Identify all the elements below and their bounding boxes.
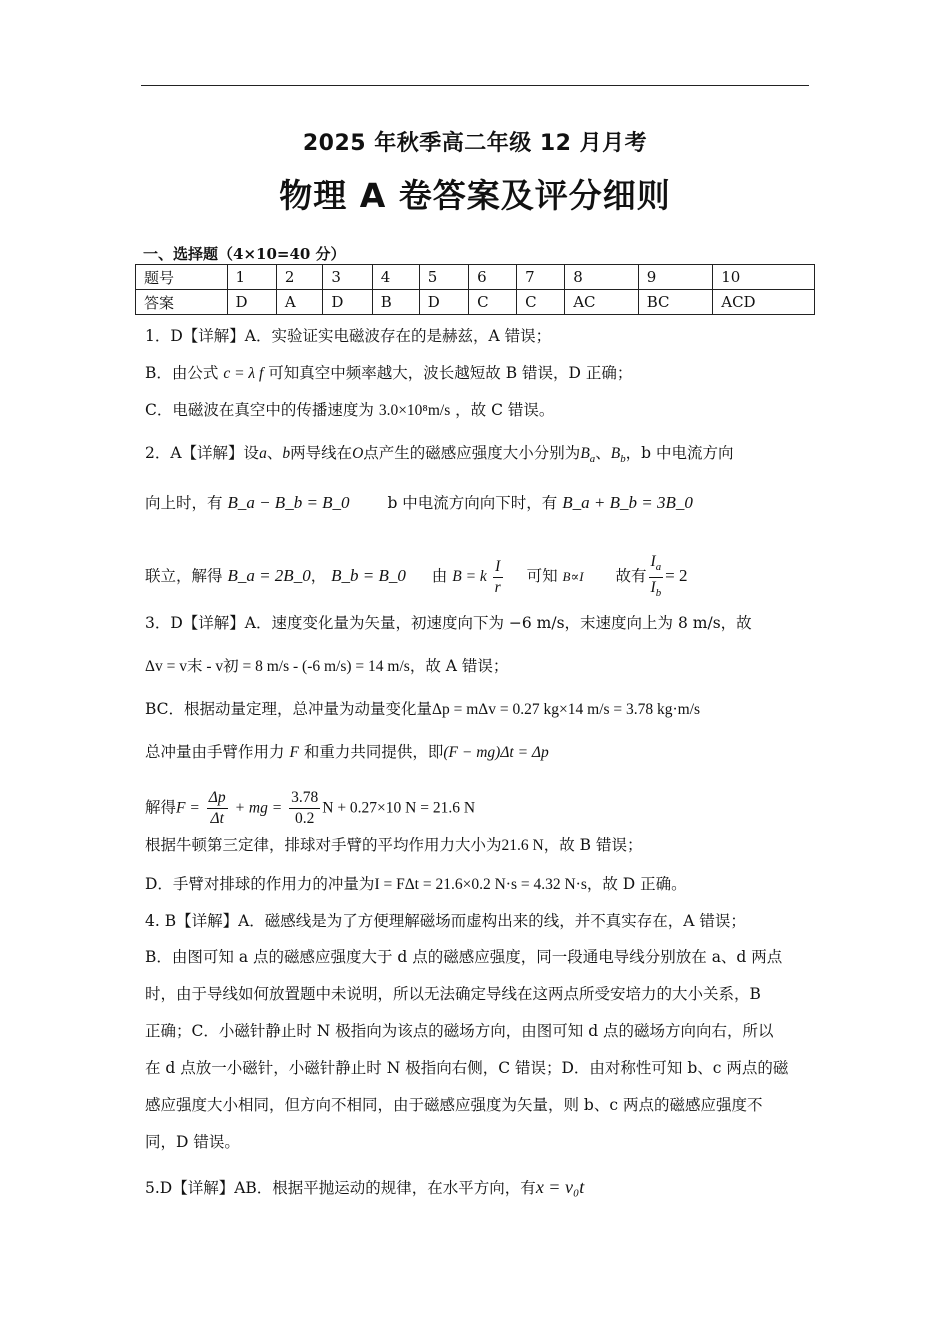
q2-text: 2．A【详解】设 — [145, 444, 260, 462]
q5-text: 5.D【详解】AB．根据平抛运动的规律，在水平方向，有 — [145, 1179, 536, 1197]
fraction-denominator: Δt — [210, 810, 224, 827]
q1-formula: c = λ f — [223, 365, 264, 382]
row-header-label: 题号 — [136, 265, 228, 290]
fraction-numerator: Δp — [207, 788, 228, 809]
q4-line2: B．由图可知 a 点的磁感应强度大于 d 点的磁感应强度，同一段通电导线分别放在 a、d 两点 — [145, 948, 783, 966]
q3-line5 — [145, 788, 475, 829]
fraction-denominator: 0.2 — [295, 810, 315, 827]
q4-line7: 同，D 错误。 — [145, 1133, 240, 1151]
q1-line1: 1．D【详解】A．实验证实电磁波存在的是赫兹，A 错误； — [145, 327, 552, 345]
q3-delta-v: Δv = v末 - v初 = 8 m/s - (-6 m/s) = 14 m/s — [145, 658, 410, 675]
q2-bb-symbol: B — [610, 445, 621, 462]
fraction — [289, 788, 320, 829]
q1-line2-post: 可知真空中频率越大，波长越短故 B 错误，D 正确； — [268, 364, 633, 382]
q2-result-bb: B_b = B_0 — [331, 566, 406, 586]
q2-ratio-value: = 2 — [665, 566, 688, 586]
fraction — [207, 788, 228, 829]
q3-line3 — [145, 698, 700, 721]
q2-var-b: b — [282, 445, 291, 462]
q2-line3 — [145, 552, 687, 603]
q3-text: ，故 B 错误； — [543, 836, 643, 854]
q4-line1: 4. B【详解】A．磁感线是为了方便理解磁场而虚构出来的线，并不真实存在，A 错误； — [145, 912, 746, 930]
q2-text: 由 — [431, 567, 448, 586]
fraction-numerator: 3.78 — [289, 788, 320, 809]
q2-text: 向上时，有 — [145, 494, 223, 512]
table-cell: BC — [638, 290, 713, 315]
q3-line7 — [145, 873, 687, 896]
q2-text: ，b 中电流方向 — [625, 444, 734, 462]
q3-line2 — [145, 655, 508, 678]
table-cell: C — [517, 290, 565, 315]
q2-var-a: a — [259, 445, 267, 462]
q2-text: 两导线在 — [290, 444, 353, 462]
q3-text: 根据牛顿第三定律，排球对手臂的平均作用力大小为 — [145, 836, 502, 854]
section-heading: 一、选择题（4×10=40 分） — [143, 245, 346, 263]
table-cell: 9 — [638, 265, 713, 290]
q3-mg: + mg = — [234, 799, 283, 817]
table-row-numbers — [136, 265, 815, 290]
q2-text: 点产生的磁感应强度大小分别为 — [363, 444, 581, 462]
q2-result-ba: B_a = 2B_0 — [227, 566, 311, 586]
q2-line1 — [145, 442, 733, 470]
q2-formula-bkir: B = k $\frac{I}{r}$ — [452, 558, 501, 597]
q3-result: N + 0.27×10 N = 21.6 N — [322, 799, 476, 817]
q3-impulse-eq: Δp = mΔv = 0.27 kg×14 m/s = 3.78 kg·m/s — [432, 701, 701, 718]
table-cell: C — [469, 290, 517, 315]
q3-text: 总冲量由手臂作用力 — [145, 743, 285, 761]
q2-line2 — [145, 492, 693, 514]
table-cell: 6 — [469, 265, 517, 290]
q3-line1: 3．D【详解】A．速度变化量为矢量，初速度向下为 −6 m/s，末速度向上为 8 m/s，故 — [145, 614, 752, 632]
q5-line1 — [145, 1176, 584, 1199]
q2-ba: $B_a$ — [580, 445, 596, 466]
q2-text: 、 — [266, 444, 283, 462]
table-cell: 8 — [565, 265, 638, 290]
q3-text: ，故 A 错误； — [409, 657, 509, 675]
q1-line3-pre: C．电磁波在真空中的传播速度为 — [145, 401, 374, 419]
table-cell: 2 — [276, 265, 323, 290]
q1-line3-post: ，故 C 错误。 — [455, 401, 555, 419]
q3-text: BC．根据动量定理，总冲量为动量变化量 — [145, 700, 433, 718]
table-cell: 5 — [419, 265, 468, 290]
table-row-answers — [136, 290, 815, 315]
fraction: $\frac{I}{r}$ — [494, 558, 501, 597]
exam-title: 2025 年秋季高二年级 12 月月考 — [302, 131, 648, 156]
q2-ratio — [647, 553, 666, 600]
q3-text: 解得 — [145, 798, 177, 817]
q1-speed-value: 3.0×10⁸m/s — [378, 402, 451, 419]
table-cell: 1 — [227, 265, 276, 290]
table-cell: A — [276, 290, 323, 315]
table-cell: 7 — [517, 265, 565, 290]
q4-line4: 正确；C．小磁针静止时 N 极指向为该点的磁场方向，由图可知 d 点的磁场方向向右，所以 — [145, 1022, 774, 1040]
q3-var-f: F = — [176, 799, 200, 817]
q3-text: D．手臂对排球的作用力的冲量为 — [145, 875, 375, 893]
q3-text: 和重力共同提供，即 — [303, 743, 444, 761]
q2-equation-1: B_a − B_b = B_0 — [227, 493, 350, 512]
q2-text: 联立，解得 — [145, 567, 223, 586]
q2-text: 可知 — [526, 567, 558, 586]
table-cell: ACD — [713, 290, 815, 315]
document-title: 物理 A 卷答案及评分细则 — [279, 176, 671, 215]
q1-line2 — [145, 362, 632, 385]
table-cell: 4 — [372, 265, 419, 290]
table-cell: B — [372, 290, 419, 315]
q2-equation-2: B_a + B_b = 3B_0 — [562, 493, 693, 512]
table-cell: 3 — [323, 265, 372, 290]
answer-table — [135, 264, 815, 315]
q2-var-o: O — [352, 445, 364, 462]
q4-line6: 感应强度大小相同，但方向不相同，由于磁感应强度为矢量，则 b、c 两点的磁感应强度不 — [145, 1096, 763, 1114]
q2-text: 、 — [595, 444, 611, 462]
header-rule — [141, 85, 809, 86]
q5-equation: x = v₀t — [535, 1177, 585, 1197]
q3-line4 — [145, 741, 549, 764]
q3-impulse-value: I = FΔt = 21.6×0.2 N·s = 4.32 N·s — [374, 876, 587, 893]
fraction: $\frac{I_a}{I_b}$ — [650, 553, 662, 600]
q3-value: 21.6 N — [501, 837, 544, 854]
q4-line3: 时，由于导线如何放置题中未说明，所以无法确定导线在这两点所受安培力的大小关系，B — [145, 985, 761, 1003]
table-cell: D — [227, 290, 276, 315]
q2-text: b 中电流方向向下时，有 — [387, 494, 558, 512]
q2-text: 故有 — [615, 567, 647, 586]
table-cell: AC — [565, 290, 638, 315]
q3-text: ，故 D 正确。 — [586, 875, 687, 893]
q2-proportional: B∝I — [562, 569, 584, 585]
q4-line5: 在 d 点放一小磁针，小磁针静止时 N 极指向右侧，C 错误；D．由对称性可知 b、c 两点的磁 — [145, 1059, 789, 1077]
q1-line3 — [145, 399, 554, 422]
q3-force-eq: (F − mg)Δt = Δp — [443, 744, 549, 761]
table-cell: D — [419, 290, 468, 315]
table-cell: 10 — [713, 265, 815, 290]
q2-ba-symbol: B — [580, 445, 590, 462]
row-answer-label: 答案 — [136, 290, 228, 315]
table-cell: D — [323, 290, 372, 315]
q1-line2-pre: B．由公式 — [145, 364, 219, 382]
q2-text: ， — [310, 567, 327, 586]
q3-line6 — [145, 834, 642, 857]
q2-bb: $B_b$ — [610, 445, 626, 466]
q3-var-f: F — [289, 744, 299, 761]
